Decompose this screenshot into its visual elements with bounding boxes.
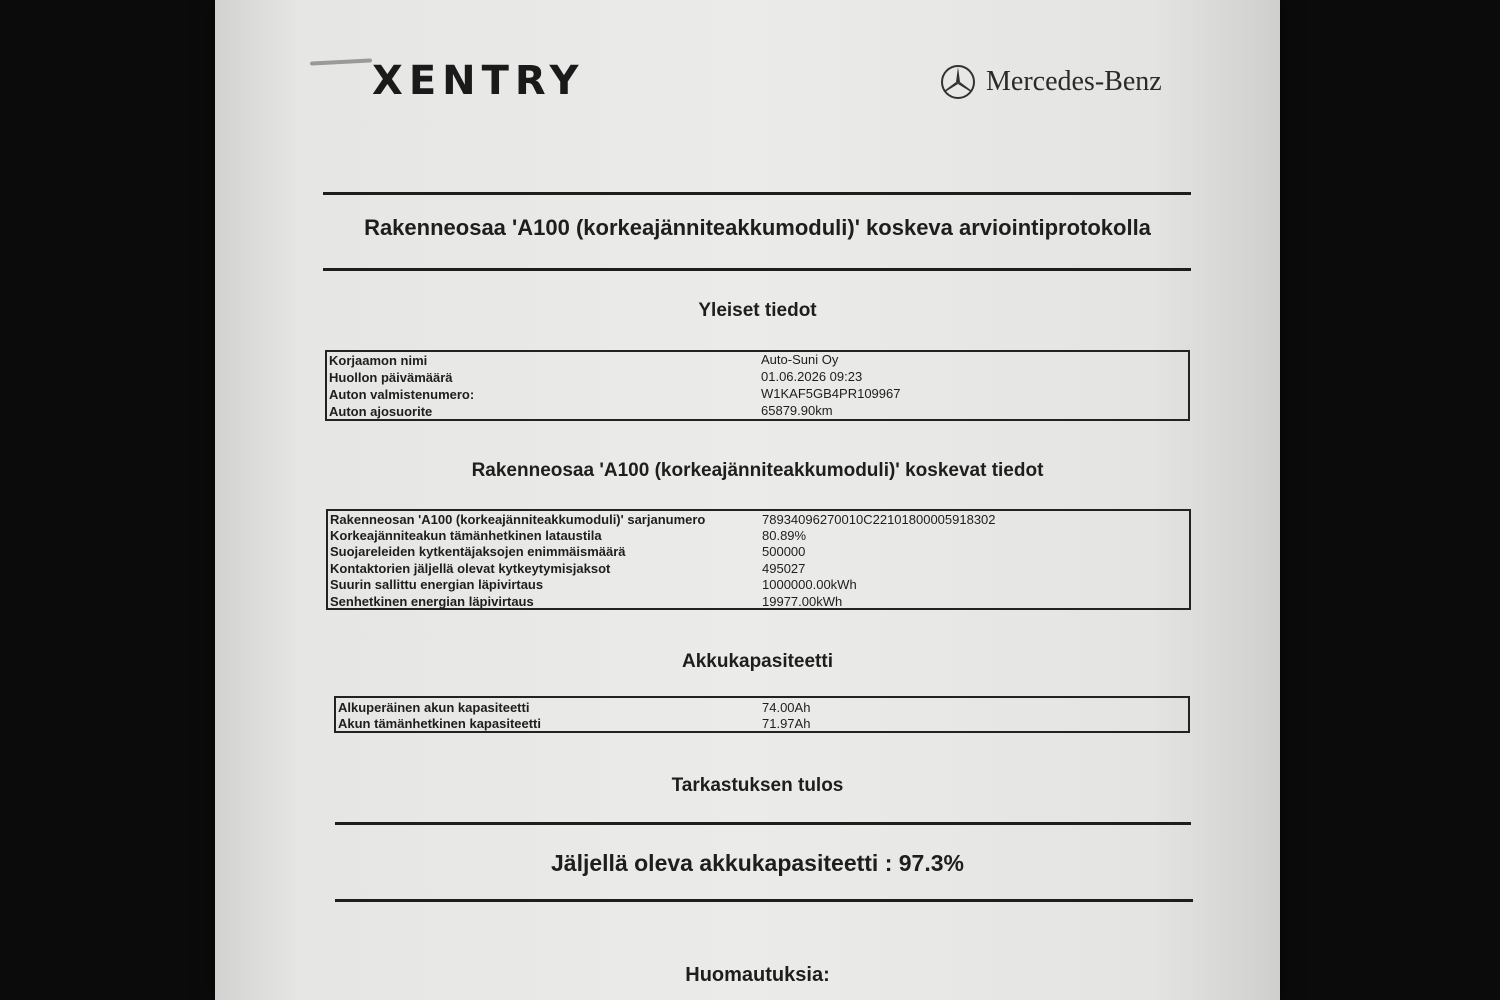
table-row xyxy=(336,716,1188,733)
xentry-logo: XENTRY xyxy=(372,58,585,104)
row-label: Kontaktorien jäljellä olevat kytkeytymisjaksot xyxy=(330,561,611,576)
row-value: 500000 xyxy=(762,544,806,559)
table-row xyxy=(328,561,1189,578)
row-value: 19977.00kWh xyxy=(762,594,843,609)
table-row xyxy=(327,353,1188,370)
title-rule-bottom xyxy=(323,268,1191,271)
general-info-heading: Yleiset tiedot xyxy=(698,300,817,321)
table-row xyxy=(328,512,1189,529)
row-label: Auton valmistenumero: xyxy=(329,387,475,402)
row-label: Korkeajänniteakun tämänhetkinen lataustila xyxy=(330,528,602,543)
component-info-heading: Rakenneosaa 'A100 (korkeajänniteakkumoduli)' koskevat tiedot xyxy=(471,460,1044,481)
table-row xyxy=(327,387,1188,404)
table-row xyxy=(328,577,1189,594)
row-value: Auto-Suni Oy xyxy=(761,352,839,367)
row-value: 74.00Ah xyxy=(762,700,811,715)
row-value: 80.89% xyxy=(762,528,807,543)
row-label: Auton ajosuorite xyxy=(329,404,433,419)
row-value: 71.97Ah xyxy=(762,716,811,731)
table-row xyxy=(328,594,1189,611)
component-info-table xyxy=(326,509,1191,610)
table-row xyxy=(327,370,1188,387)
general-info-table xyxy=(325,350,1190,421)
table-row xyxy=(328,528,1189,545)
capacity-heading: Akkukapasiteetti xyxy=(681,651,833,672)
table-row xyxy=(327,404,1188,421)
mercedes-star-icon xyxy=(940,64,976,100)
row-label: Suojareleiden kytkentäjaksojen enimmäismäärä xyxy=(330,544,626,559)
table-row xyxy=(328,544,1189,561)
row-label: Alkuperäinen akun kapasiteetti xyxy=(338,700,530,715)
table-row xyxy=(336,700,1188,717)
row-label: Suurin sallittu energian läpivirtaus xyxy=(330,577,544,592)
row-value: 65879.90km xyxy=(761,403,833,418)
row-value: 495027 xyxy=(762,561,806,576)
row-value: 01.06.2026 09:23 xyxy=(761,369,863,384)
capacity-table xyxy=(334,696,1190,733)
row-label: Huollon päivämäärä xyxy=(329,370,453,385)
mercedes-benz-brand: Mercedes-Benz xyxy=(986,66,1162,97)
notes-heading: Huomautuksia: xyxy=(685,964,830,986)
remaining-capacity-result: Jäljellä oleva akkukapasiteetti : 97.3% xyxy=(551,850,964,876)
result-rule-bottom xyxy=(335,899,1193,902)
title-rule-top xyxy=(323,192,1191,195)
result-rule-top xyxy=(335,822,1191,825)
document-title: Rakenneosaa 'A100 (korkeajänniteakkumoduli)' koskeva arviointiprotokolla xyxy=(364,215,1151,240)
row-label: Korjaamon nimi xyxy=(329,353,428,368)
row-label: Rakenneosan 'A100 (korkeajänniteakkumoduli)' sarjanumero xyxy=(330,512,706,527)
row-label: Akun tämänhetkinen kapasiteetti xyxy=(338,716,541,731)
row-label: Senhetkinen energian läpivirtaus xyxy=(330,594,534,609)
result-heading: Tarkastuksen tulos xyxy=(671,775,844,796)
row-value: 1000000.00kWh xyxy=(762,577,857,592)
row-value: 78934096270010C22101800005918302 xyxy=(762,512,996,527)
row-value: W1KAF5GB4PR109967 xyxy=(761,386,901,401)
